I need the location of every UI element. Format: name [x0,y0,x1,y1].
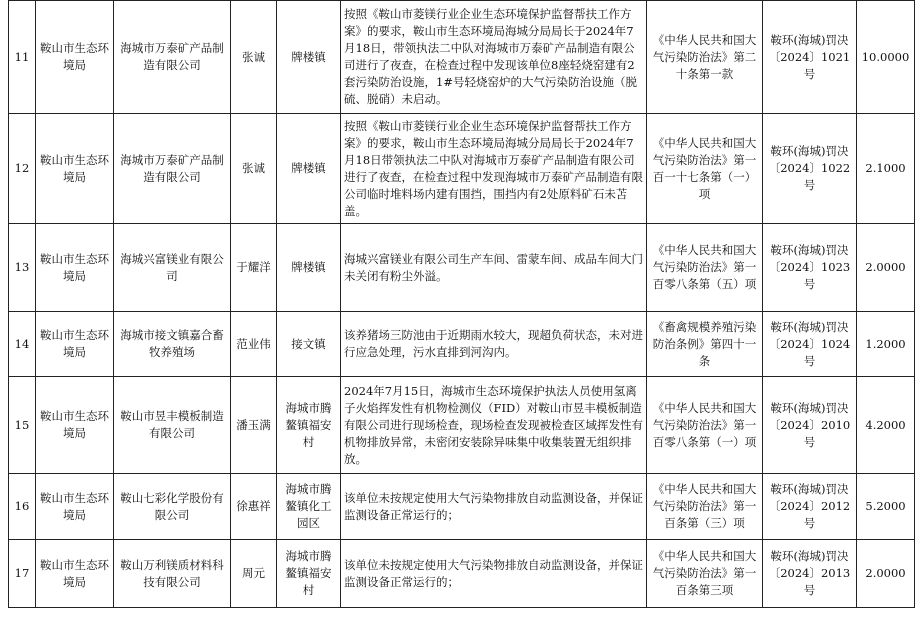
decision-number: 鞍环(海城)罚决〔2024〕1023号 [763,224,857,312]
row-number: 12 [9,114,36,224]
company-name: 鞍山万利镁质材料科技有限公司 [114,540,231,608]
violation-facts: 按照《鞍山市菱镁行业企业生态环境保护监督帮扶工作方案》的要求，鞍山市生态环境局海城分局局长于2024年7月18日，带领执法二中队对海城市万泰矿产品制造有限公司进行了夜查，在检查过程中发现该单位8座轻烧窑建有2套污染防治设施，1#号轻烧窑炉的大气污染防治设施（脱硫、脱硝）未启动。 [341,1,647,114]
row-number: 16 [9,474,36,540]
company-name: 海城市接文镇嘉合畜牧养殖场 [114,312,231,377]
decision-number: 鞍环(海城)罚决〔2024〕1021号 [763,1,857,114]
legal-representative: 张诚 [231,1,277,114]
row-number: 15 [9,377,36,474]
legal-representative: 张诚 [231,114,277,224]
location: 牌楼镇 [277,224,341,312]
table-row [9,312,915,377]
row-number: 14 [9,312,36,377]
location: 海城市腾鳌镇福安村 [277,377,341,474]
enforcement-agency: 鞍山市生态环境局 [36,540,114,608]
violation-facts: 按照《鞍山市菱镁行业企业生态环境保护监督帮扶工作方案》的要求，鞍山市生态环境局海城分局局长于2024年7月18日带领执法二中队对海城市万泰矿产品制造有限公司进行了夜查，在检查过程中发现海城市万泰矿产品制造有限公司临时堆料场内建有围挡，围挡内有2处原料矿石未苫盖。 [341,114,647,224]
company-name: 鞍山市昱丰模板制造有限公司 [114,377,231,474]
decision-number: 鞍环(海城)罚决〔2024〕2012号 [763,474,857,540]
violation-facts: 该养猪场三防池由于近期雨水较大，现超负荷状态，未对进行应急处理，污水直排到河沟内。 [341,312,647,377]
table-row [9,224,915,312]
legal-representative: 周元 [231,540,277,608]
legal-representative: 范业伟 [231,312,277,377]
table-row [9,1,915,114]
row-number: 13 [9,224,36,312]
decision-number: 鞍环(海城)罚决〔2024〕2010号 [763,377,857,474]
enforcement-agency: 鞍山市生态环境局 [36,224,114,312]
violation-facts: 该单位未按规定使用大气污染物排放自动监测设备，并保证监测设备正常运行的； [341,540,647,608]
location: 牌楼镇 [277,114,341,224]
penalty-amount: 4.2000 [857,377,915,474]
penalty-amount: 2.1000 [857,114,915,224]
row-number: 11 [9,1,36,114]
enforcement-agency: 鞍山市生态环境局 [36,114,114,224]
penalty-amount: 10.0000 [857,1,915,114]
decision-number: 鞍环(海城)罚决〔2024〕1024号 [763,312,857,377]
violation-facts: 2024年7月15日，海城市生态环境保护执法人员使用氢离子火焰挥发性有机物检测仪（FID）对鞍山市昱丰模板制造有限公司进行现场检查，现场检查发现被检查区域挥发性有机物排放异常，未密闭安装除异味集中收集装置无组织排放。 [341,377,647,474]
legal-basis: 《中华人民共和国大气污染防治法》第一百零八条第（五）项 [647,224,763,312]
decision-number: 鞍环(海城)罚决〔2024〕1022号 [763,114,857,224]
legal-basis: 《畜禽规模养殖污染防治条例》第四十一条 [647,312,763,377]
enforcement-agency: 鞍山市生态环境局 [36,377,114,474]
violation-facts: 该单位未按规定使用大气污染物排放自动监测设备，并保证监测设备正常运行的； [341,474,647,540]
enforcement-agency: 鞍山市生态环境局 [36,474,114,540]
row-number: 17 [9,540,36,608]
legal-basis: 《中华人民共和国大气污染防治法》第一百一十七条第（一）项 [647,114,763,224]
legal-basis: 《中华人民共和国大气污染防治法》第二十条第一款 [647,1,763,114]
location: 接文镇 [277,312,341,377]
company-name: 鞍山七彩化学股份有限公司 [114,474,231,540]
location: 牌楼镇 [277,1,341,114]
penalty-amount: 1.2000 [857,312,915,377]
legal-basis: 《中华人民共和国大气污染防治法》第一百零八条第（一）项 [647,377,763,474]
penalty-table [8,0,915,608]
legal-representative: 于耀洋 [231,224,277,312]
decision-number: 鞍环(海城)罚决〔2024〕2013号 [763,540,857,608]
legal-basis: 《中华人民共和国大气污染防治法》第一百条第（三）项 [647,474,763,540]
legal-representative: 徐惠祥 [231,474,277,540]
table-row [9,474,915,540]
violation-facts: 海城兴富镁业有限公司生产车间、雷蒙车间、成品车间大门未关闭有粉尘外溢。 [341,224,647,312]
legal-basis: 《中华人民共和国大气污染防治法》第一百条第三项 [647,540,763,608]
location: 海城市腾鳌镇化工园区 [277,474,341,540]
penalty-amount: 2.0000 [857,540,915,608]
penalty-amount: 5.2000 [857,474,915,540]
location: 海城市腾鳌镇福安村 [277,540,341,608]
table-row [9,540,915,608]
enforcement-agency: 鞍山市生态环境局 [36,312,114,377]
penalty-amount: 2.0000 [857,224,915,312]
enforcement-agency: 鞍山市生态环境局 [36,1,114,114]
company-name: 海城市万泰矿产品制造有限公司 [114,114,231,224]
company-name: 海城市万泰矿产品制造有限公司 [114,1,231,114]
table-row [9,114,915,224]
company-name: 海城兴富镁业有限公司 [114,224,231,312]
table-row [9,377,915,474]
legal-representative: 潘玉满 [231,377,277,474]
